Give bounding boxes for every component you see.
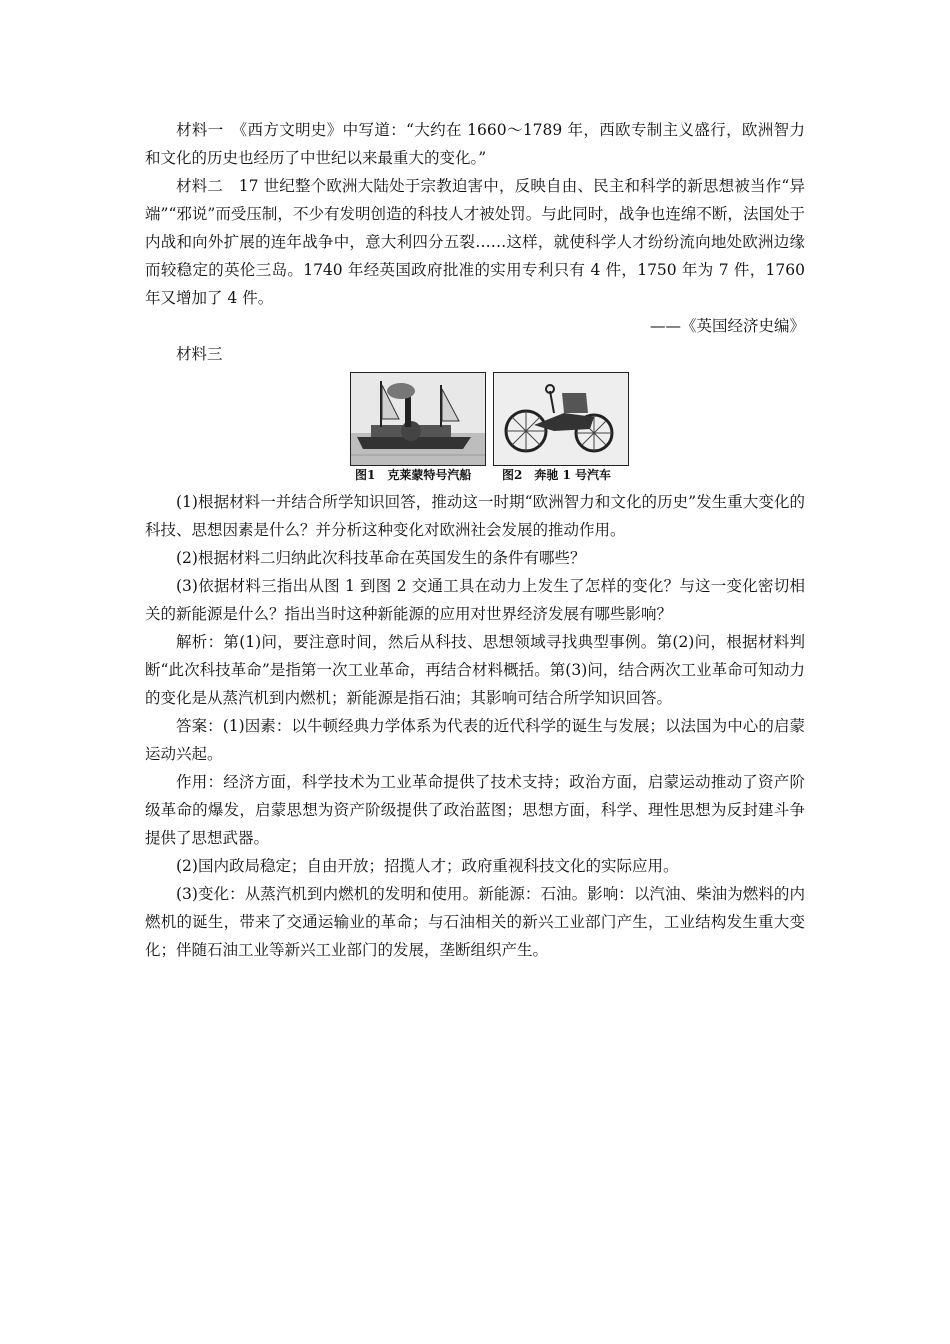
question-1: (1)根据材料一并结合所学知识回答，推动这一时期“欧洲智力和文化的历史”发生重大变化的科技、思想因素是什么？并分析这种变化对欧洲社会发展的推动作用。 (145, 493, 805, 539)
material-3-label: 材料三 (176, 345, 223, 363)
answer-3: (3)变化：从蒸汽机到内燃机的发明和使用。新能源：石油。影响：以汽油、柴油为燃料的内燃机的诞生，带来了交通运输业的革命；与石油相关的新兴工业部门产生，工业结构发生重大变化；伴随石油工业等新兴工业部门的发展，垄断组织产生。 (145, 885, 805, 959)
answer-2: (2)国内政局稳定；自由开放；招揽人才；政府重视科技文化的实际应用。 (176, 857, 679, 875)
question-3: (3)依据材料三指出从图 1 到图 2 交通工具在动力上发生了怎样的变化？与这一变化密切相关的新能源是什么？指出当时这种新能源的应用对世界经济发展有哪些影响？ (145, 577, 805, 623)
answer-1-effects: 作用：经济方面，科学技术为工业革命提供了技术支持；政治方面，启蒙运动推动了资产阶级革命的爆发，启蒙思想为资产阶级提供了政治蓝图；思想方面，科学、理性思想为反封建斗争提供了思想武器。 (145, 773, 805, 847)
material-2-source: ——《英国经济史编》 (649, 317, 805, 335)
figures (145, 372, 805, 484)
document-page (145, 116, 805, 964)
steamship-image (350, 372, 486, 466)
analysis-paragraph: 解析：第(1)问，要注意时间，然后从科技、思想领域寻找典型事例。第(2)问，根据材料判断“此次科技革命”是指第一次工业革命，再结合材料概括。第(3)问，结合两次工业革命可知动力的变化是从蒸汽机到内燃机；新能源是指石油；其影响可结合所学知识回答。 (145, 633, 805, 707)
answer-1: 答案：(1)因素：以牛顿经典力学体系为代表的近代科学的诞生与发展；以法国为中心的启蒙运动兴起。 (145, 717, 805, 763)
material-1: 材料一 《西方文明史》中写道：“大约在 1660～1789 年，西欧专制主义盛行，欧洲智力和文化的历史也经历了中世纪以来最重大的变化。” (145, 121, 805, 167)
benz-car-image (493, 372, 629, 466)
question-2: (2)根据材料二归纳此次科技革命在英国发生的条件有哪些？ (176, 549, 586, 567)
material-2: 材料二 17 世纪整个欧洲大陆处于宗教迫害中，反映自由、民主和科学的新思想被当作“异端”“邪说”而受压制，不少有发明创造的科技人才被处罚。与此同时，战争也连绵不断，法国处于内战和向外扩展的连年战争中，意大利四分五裂……这样，就使科学人才纷纷流向地处欧洲边缘而较稳定的英伦三岛。1740 年经英国政府批准的实用专利只有 4 件，1750 年为 7 件，1760 年又增加了 4 件。 (145, 177, 805, 307)
figure-1-caption: 图1 克莱蒙特号汽船 (355, 468, 472, 482)
figure-2-caption: 图2 奔驰 1 号汽车 (502, 468, 612, 482)
